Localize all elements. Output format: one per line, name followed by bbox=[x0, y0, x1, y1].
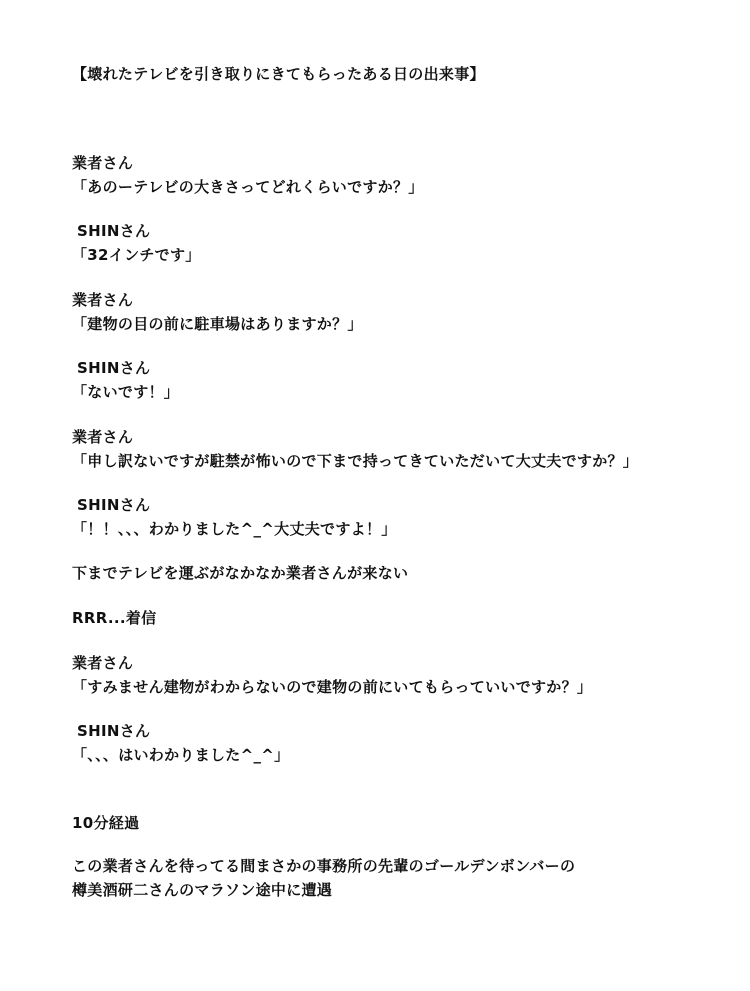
speaker-label: SHINさん bbox=[77, 222, 151, 240]
dialogue-line: 「申し訳ないですが駐禁が怖いので下まで持ってきていただいて大丈夫ですか？」 bbox=[72, 452, 639, 470]
speaker-label: SHINさん bbox=[77, 496, 151, 514]
speaker-label: SHINさん bbox=[77, 359, 151, 377]
narration-line: 樽美酒研二さんのマラソン途中に遭遇 bbox=[72, 881, 333, 899]
speaker-label: 業者さん bbox=[72, 154, 134, 172]
dialogue-line: 「あのーテレビの大きさってどれくらいですか？」 bbox=[72, 178, 424, 196]
dialogue-line: 「すみません建物がわからないので建物の前にいてもらっていいですか？」 bbox=[72, 678, 593, 696]
narration-line: この業者さんを待ってる間まさかの事務所の先輩のゴールデンボンバーの bbox=[72, 857, 576, 875]
dialogue-line: 「32インチです」 bbox=[72, 246, 201, 264]
speaker-label: 業者さん bbox=[72, 291, 134, 309]
document-title: 【壊れたテレビを引き取りにきてもらったある日の出来事】 bbox=[72, 65, 485, 83]
speaker-label: SHINさん bbox=[77, 722, 151, 740]
speaker-label: 業者さん bbox=[72, 654, 134, 672]
speaker-label: 業者さん bbox=[72, 428, 134, 446]
dialogue-line: 「ないです！」 bbox=[72, 383, 180, 401]
narration-line: 下までテレビを運ぶがなかなか業者さんが来ない bbox=[72, 564, 409, 582]
narration-line: RRR...着信 bbox=[72, 609, 157, 627]
narration-line: 10分経過 bbox=[72, 814, 140, 832]
dialogue-line: 「建物の目の前に駐車場はありますか？」 bbox=[72, 315, 363, 333]
dialogue-line: 「、、、はいわかりました^_^」 bbox=[72, 746, 290, 764]
dialogue-line: 「！！、、、わかりました^_^大丈夫ですよ！」 bbox=[72, 520, 397, 538]
